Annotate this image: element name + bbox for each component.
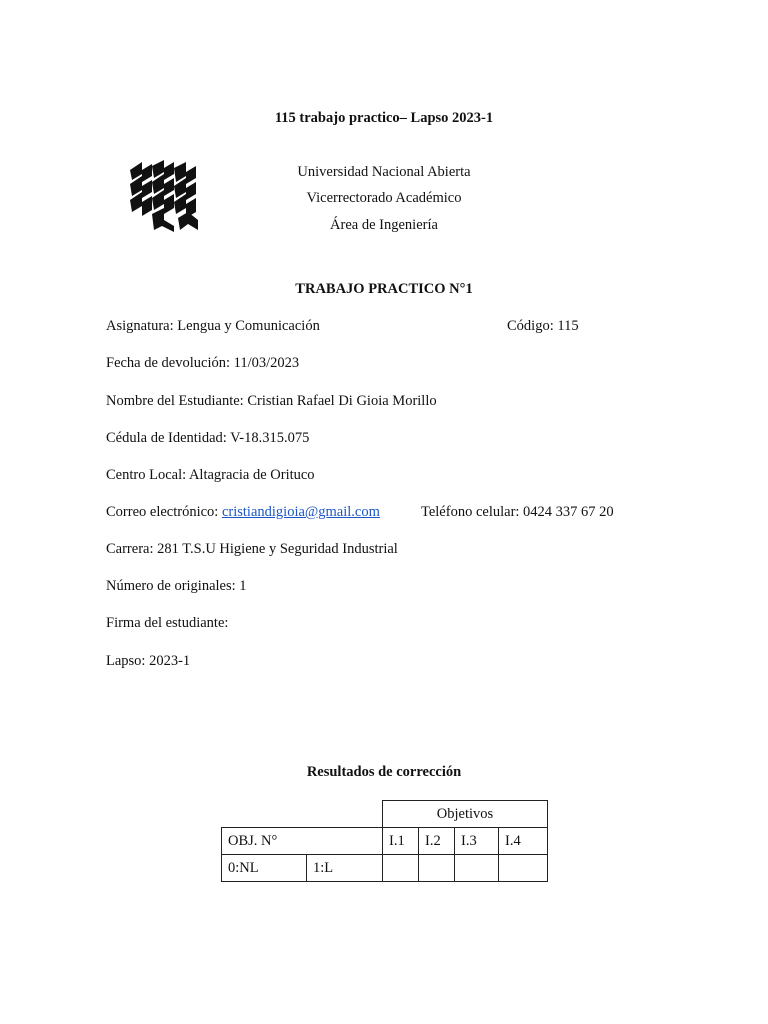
obj-label-cell: OBJ. N°: [222, 828, 383, 855]
field-firma: Firma del estudiante:: [106, 615, 229, 631]
field-originales: Número de originales: 1: [106, 578, 247, 594]
field-centro-local: Centro Local: Altagracia de Orituco: [106, 467, 315, 483]
email-link[interactable]: cristiandigioia@gmail.com: [221, 504, 380, 520]
institution-vicerrectorado: Vicerrectorado Académico: [306, 190, 462, 206]
results-title: Resultados de corrección: [306, 764, 462, 780]
field-carrera: Carrera: 281 T.S.U Higiene y Seguridad Industrial: [106, 541, 398, 557]
document-title: TRABAJO PRACTICO N°1: [295, 281, 473, 297]
correo-label: Correo electrónico:: [106, 504, 222, 520]
col-header: I.3: [455, 828, 499, 855]
field-codigo: Código: 115: [507, 318, 579, 334]
field-nombre-estudiante: Nombre del Estudiante: Cristian Rafael Di Gioia Morillo: [106, 393, 437, 409]
field-cedula: Cédula de Identidad: V-18.315.075: [106, 430, 310, 446]
document-header-title: 115 trabajo practico– Lapso 2023-1: [274, 110, 494, 126]
field-telefono: Teléfono celular: 0424 337 67 20: [421, 504, 614, 520]
objetivos-header: Objetivos: [383, 801, 548, 828]
field-correo: [106, 504, 380, 521]
result-cell[interactable]: [455, 855, 499, 882]
col-header: I.2: [419, 828, 455, 855]
result-cell[interactable]: [419, 855, 455, 882]
result-cell[interactable]: [499, 855, 548, 882]
results-table: [221, 800, 548, 882]
field-lapso: Lapso: 2023-1: [106, 653, 191, 669]
col-header: I.4: [499, 828, 548, 855]
legend-nl-cell: 0:NL: [222, 855, 307, 882]
field-asignatura: Asignatura: Lengua y Comunicación: [106, 318, 320, 334]
institution-area: Área de Ingeniería: [330, 217, 438, 233]
col-header: I.1: [383, 828, 419, 855]
legend-l-cell: 1:L: [307, 855, 383, 882]
result-cell[interactable]: [383, 855, 419, 882]
field-fecha-devolucion: Fecha de devolución: 11/03/2023: [106, 355, 300, 371]
institution-name: Universidad Nacional Abierta: [297, 164, 471, 180]
